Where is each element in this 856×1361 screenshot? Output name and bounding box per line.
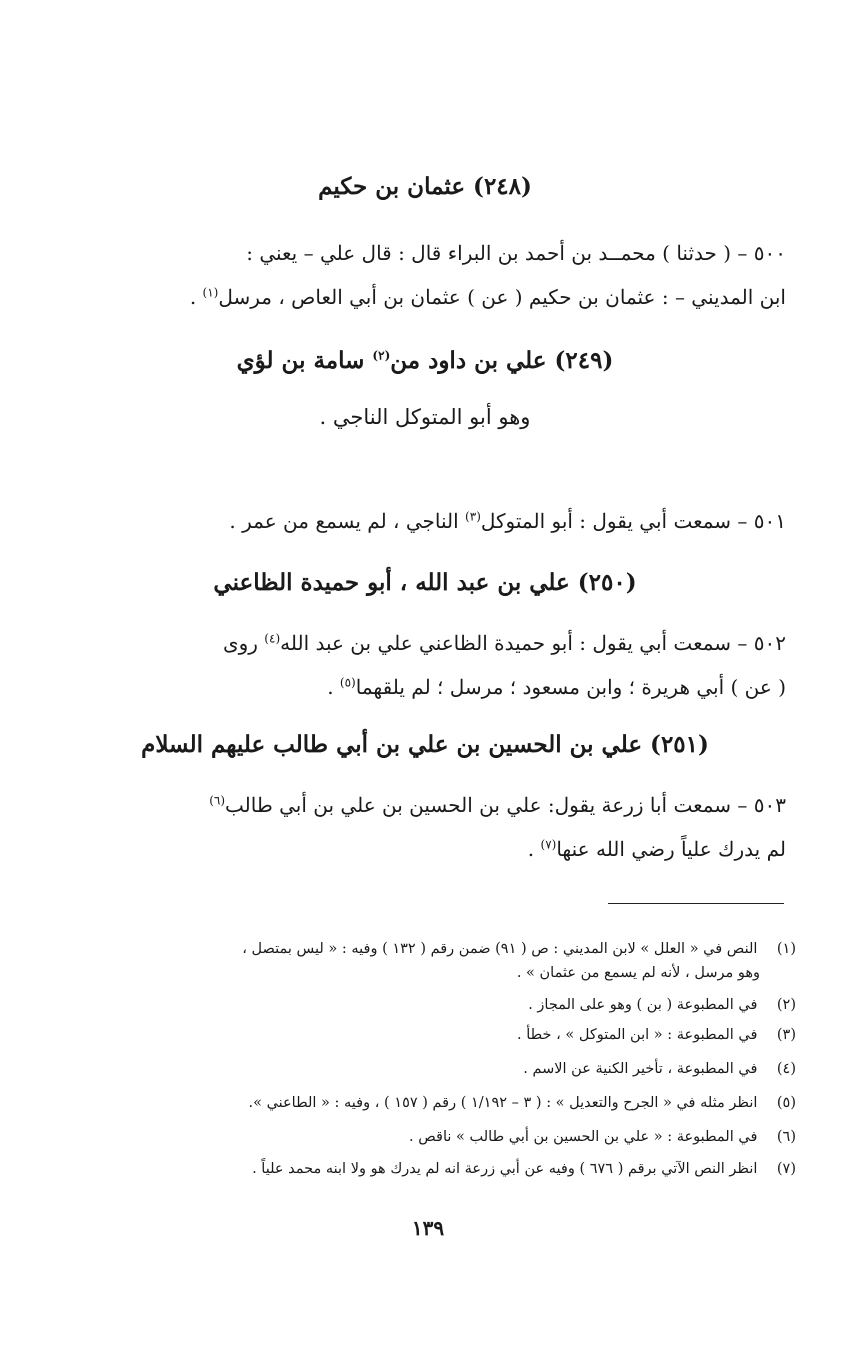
footnote-1: [96, 938, 796, 960]
footnote-number: (٣): [776, 1027, 796, 1043]
entry-502-text-b: روى: [222, 631, 265, 655]
footnote-ref-7: (٧): [540, 837, 557, 852]
entry-500-line-1: ٥٠٠ – ( حدثنا ) محمــد بن أحمد بن البراء قال : قال علي – يعني :: [246, 241, 786, 265]
entry-503-line-1: [86, 790, 786, 820]
entry-502-text-c: ( عن ) أبي هريرة ؛ وابن مسعود ؛ مرسل ؛ لم يلقهما: [355, 675, 786, 699]
footnote-6: [96, 1126, 796, 1148]
entry-503-end: .: [527, 837, 541, 861]
footnote-ref-3: (٣): [465, 509, 481, 524]
entry-502-line-1: [86, 628, 786, 658]
footnote-ref-2: (٢): [372, 348, 391, 363]
footnote-2: [96, 994, 796, 1016]
heading-249-part-b: سامة بن لؤي: [236, 347, 373, 374]
footnote-ref-5: (٥): [339, 675, 356, 690]
footnote-5: [96, 1092, 796, 1114]
footnote-number: (٧): [776, 1161, 796, 1177]
footnote-text: في المطبوعة ، تأخير الكنية عن الاسم .: [523, 1061, 758, 1077]
footnote-ref-6: (٦): [209, 793, 226, 808]
footnote-text: في المطبوعة ( بن ) وهو على المجاز .: [528, 997, 758, 1013]
entry-503-text-a: ٥٠٣ – سمعت أبا زرعة يقول: علي بن الحسين بن علي بن أبي طالب: [225, 793, 786, 817]
entry-heading-250: (٢٥٠) علي بن عبد الله ، أبو حميدة الظاعني: [213, 569, 637, 596]
footnote-number: (٥): [776, 1095, 796, 1111]
entry-503-text-c: لم يدرك علياً رضي الله عنها: [556, 837, 786, 861]
entry-501-line-1: [86, 506, 786, 536]
footnote-1-continued: وهو مرسل ، لأنه لم يسمع من عثمان » .: [516, 965, 760, 981]
footnote-text: في المطبوعة : « علي بن الحسين بن أبي طالب » ناقص .: [409, 1129, 758, 1145]
footnote-ref-4: (٤): [264, 631, 281, 646]
footnote-divider: [608, 903, 784, 904]
footnote-number: (٤): [776, 1061, 796, 1077]
entry-502-text-a: ٥٠٢ – سمعت أبي يقول : أبو حميدة الظاعني علي بن عبد الله: [280, 631, 786, 655]
entry-heading-249: [100, 346, 750, 376]
footnote-number: (١): [776, 941, 796, 957]
entry-502-end: .: [327, 675, 340, 699]
entry-heading-251: (٢٥١) علي بن الحسين بن علي بن أبي طالب عليهم السلام: [141, 731, 709, 758]
footnote-text: في المطبوعة : « ابن المتوكل » ، خطأ .: [517, 1027, 758, 1043]
footnote-ref-1: (١): [202, 285, 219, 300]
entry-500-end: .: [189, 285, 203, 309]
page-number: ١٣٩: [411, 1216, 445, 1240]
footnote-number: (٢): [776, 997, 796, 1013]
entry-501-text-a: ٥٠١ – سمعت أبي يقول : أبو المتوكل: [480, 509, 786, 533]
heading-249-part-a: (٢٤٩) علي بن داود من: [390, 347, 614, 374]
entry-503-line-2: [86, 834, 786, 864]
footnote-text: انظر النص الآتي برقم ( ٦٧٦ ) وفيه عن أبي زرعة انه لم يدرك هو ولا ابنه محمد علياً .: [252, 1161, 758, 1177]
footnote-text: انظر مثله في « الجرح والتعديل » : ( ٣ – ١/١٩٢ ) رقم ( ١٥٧ ) ، وفيه : « الطاعني ».: [248, 1095, 758, 1111]
entry-500-line-2: [86, 282, 786, 312]
entry-501-text-b: الناجي ، لم يسمع من عمر .: [229, 509, 466, 533]
footnote-4: [96, 1058, 796, 1080]
footnote-7: [96, 1158, 796, 1180]
footnote-text: النص في « العلل » لابن المديني : ص ( ٩١) ضمن رقم ( ١٣٢ ) وفيه : « ليس بمتصل ،: [242, 941, 758, 957]
footnote-3: [96, 1024, 796, 1046]
entry-500-text: ابن المديني – : عثمان بن حكيم ( عن ) عثمان بن أبي العاص ، مرسل: [218, 285, 786, 309]
footnote-number: (٦): [776, 1129, 796, 1145]
entry-heading-248: (٢٤٨) عثمان بن حكيم: [318, 173, 532, 200]
entry-249-subline: وهو أبو المتوكل الناجي .: [319, 405, 531, 429]
entry-502-line-2: [86, 672, 786, 702]
